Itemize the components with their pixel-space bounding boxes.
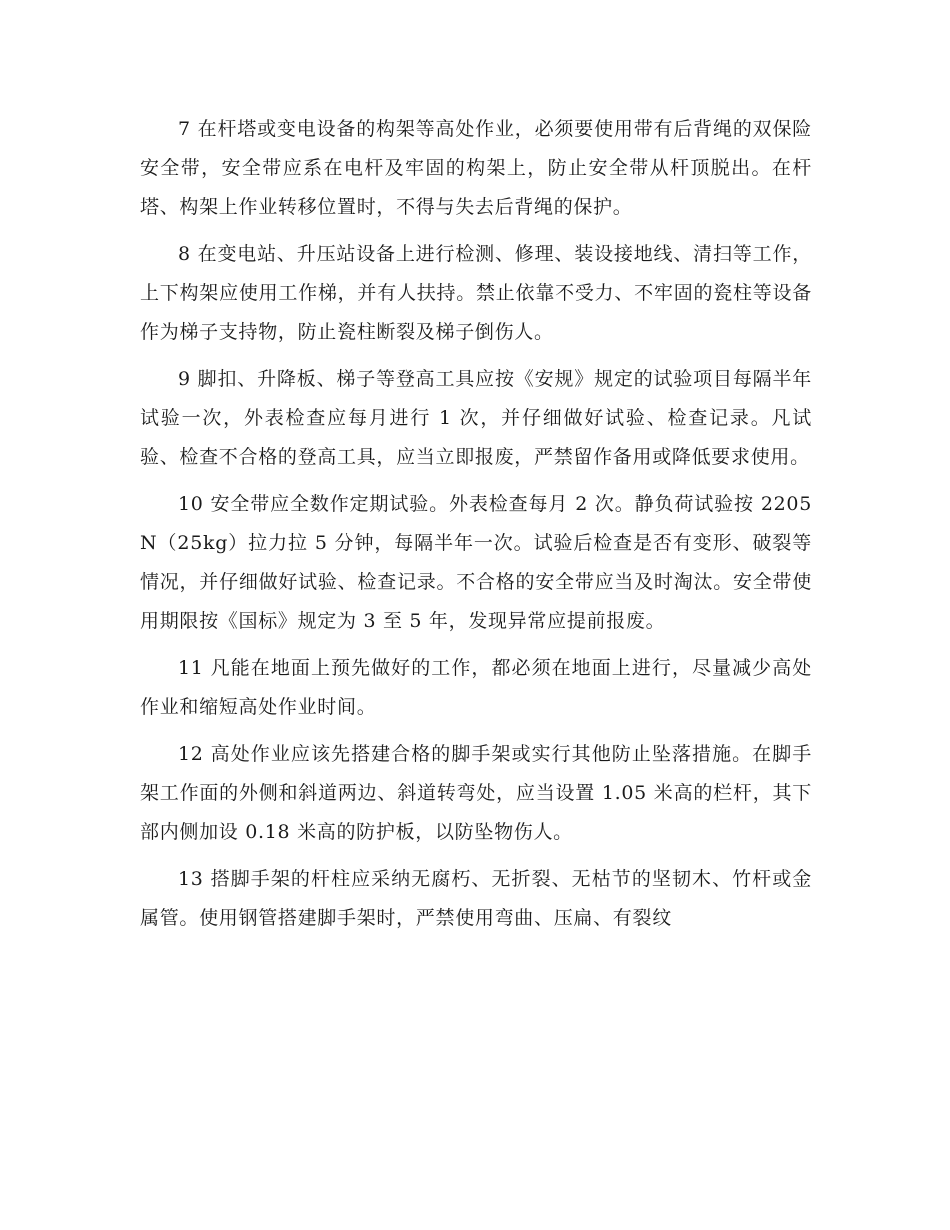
paragraph-12: 12 高处作业应该先搭建合格的脚手架或实行其他防止坠落措施。在脚手架工作面的外侧和斜道两边、斜道转弯处，应当设置 1.05 米高的栏杆，其下部内侧加设 0.18 米高的防护板，以防坠物伤人。 xyxy=(140,743,812,843)
paragraph-13: 13 搭脚手架的杆柱应采纳无腐朽、无折裂、无枯节的坚韧木、竹杆或金属管。使用钢管搭建脚手架时，严禁使用弯曲、压扁、有裂纹 xyxy=(140,868,812,929)
paragraph-7: 7 在杆塔或变电设备的构架等高处作业，必须要使用带有后背绳的双保险安全带，安全带应系在电杆及牢固的构架上，防止安全带从杆顶脱出。在杆塔、构架上作业转移位置时，不得与失去后背绳的保护。 xyxy=(140,118,812,218)
paragraph-11: 11 凡能在地面上预先做好的工作，都必须在地面上进行，尽量减少高处作业和缩短高处作业时间。 xyxy=(140,657,812,718)
document-body xyxy=(140,110,812,946)
paragraph-10: 10 安全带应全数作定期试验。外表检查每月 2 次。静负荷试验按 2205N（25kg）拉力拉 5 分钟，每隔半年一次。试验后检查是否有变形、破裂等情况，并仔细做好试验、检查记录。不合格的安全带应当及时淘汰。安全带使用期限按《国标》规定为 3 至 5 年，发现异常应提前报废。 xyxy=(140,493,812,632)
paragraph-9: 9 脚扣、升降板、梯子等登高工具应按《安规》规定的试验项目每隔半年试验一次，外表检查应每月进行 1 次，并仔细做好试验、检查记录。凡试验、检查不合格的登高工具，应当立即报废，严禁留作备用或降低要求使用。 xyxy=(140,368,812,468)
paragraph-8: 8 在变电站、升压站设备上进行检测、修理、装设接地线、清扫等工作，上下构架应使用工作梯，并有人扶持。禁止依靠不受力、不牢固的瓷柱等设备作为梯子支持物，防止瓷柱断裂及梯子倒伤人。 xyxy=(140,243,812,343)
